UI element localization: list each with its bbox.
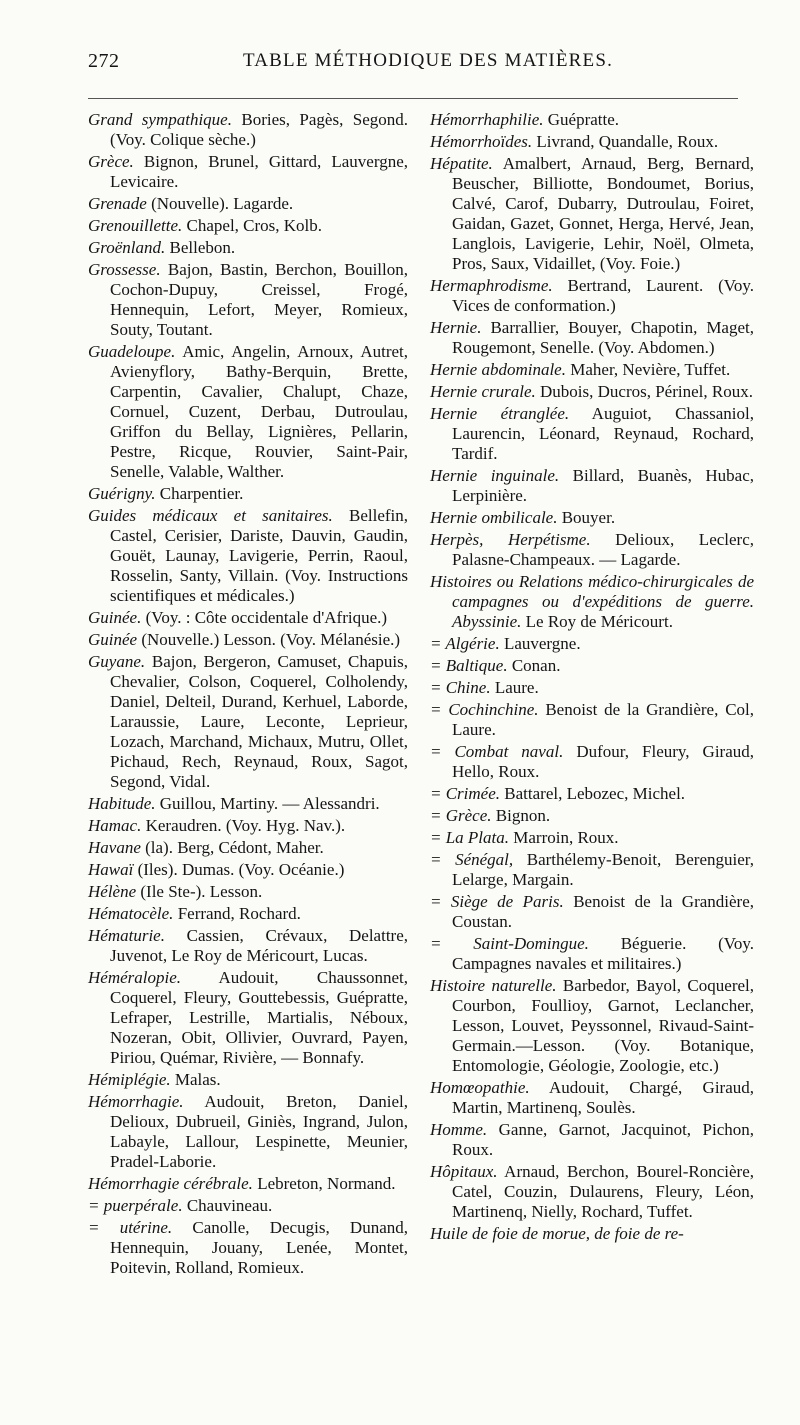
entry-text: Chauvineau. (182, 1196, 273, 1215)
entry-term: = Sénégal, (430, 850, 514, 869)
index-entry (430, 360, 754, 380)
entry-term: = Baltique. (430, 656, 508, 675)
entry-term: Hernie ombilicale. (430, 508, 558, 527)
entry-term: Grenouillette. (88, 216, 183, 235)
entry-text: Amic, Angelin, Arnoux, Autret, Avienyflory, Bathy-Berquin, Brette, Carpentin, Cavalier, Chalupt, Chaze, Cornuel, Cuzent, Derbau, Dutroulau, Griffon du Bellay, Lignières, Pellarin, Pestre, Ricque, Rouvier, Saint-Pair, Senelle, Valable, Walther. (110, 342, 408, 481)
index-entry (430, 806, 754, 826)
entry-text: Marroin, Roux. (509, 828, 619, 847)
index-entry (88, 238, 408, 258)
index-entry (88, 968, 408, 1068)
entry-text: Billard, Buanès, Hubac, Lerpinière. (452, 466, 754, 505)
entry-term: Hernie. (430, 318, 482, 337)
entry-term: Hématocèle. (88, 904, 174, 923)
entry-term: Grand sympathique. (88, 110, 232, 129)
index-entry (88, 838, 408, 858)
header-rule (88, 98, 738, 99)
entry-text: Bellefin, Castel, Cerisier, Dariste, Dauvin, Gaudin, Gouët, Launay, Lavigerie, Perrin, Raoul, Rosselin, Santy, Villain. (Voy. Instructions scientifiques et médicales.) (110, 506, 409, 605)
index-entry (88, 816, 408, 836)
index-entry (430, 850, 754, 890)
entry-term: Grossesse. (88, 260, 161, 279)
entry-text: (Nouvelle). Lagarde. (146, 194, 294, 213)
entry-text: Dufour, Fleury, Giraud, Hello, Roux. (452, 742, 754, 781)
index-entry (430, 276, 754, 316)
entry-text: Chapel, Cros, Kolb. (182, 216, 323, 235)
index-entry (430, 976, 754, 1076)
entry-term: Hémorrhagie. (88, 1092, 184, 1111)
entry-text: Ferrand, Rochard. (173, 904, 301, 923)
entry-text: (la). Berg, Cédont, Maher. (140, 838, 324, 857)
entry-text: Audouit, Chargé, Giraud, Martin, Martinenq, Soulès. (452, 1078, 754, 1117)
index-entry (430, 892, 754, 932)
entry-term: = Combat naval. (430, 742, 564, 761)
index-entry (430, 132, 754, 152)
index-column-left (88, 110, 408, 1280)
entry-term: Havane (88, 838, 141, 857)
entry-text: Barthélemy-Benoit, Berenguier, Lelarge, Margain. (452, 850, 754, 889)
entry-text: Lauvergne. (499, 634, 581, 653)
entry-text: Conan. (507, 656, 561, 675)
index-entry (430, 382, 754, 402)
entry-text: Ganne, Garnot, Jacquinot, Pichon, Roux. (452, 1120, 754, 1159)
entry-text: Delioux, Leclerc, Palasne-Champeaux. — Lagarde. (452, 530, 755, 569)
entry-text: (Ile Ste-). Lesson. (136, 882, 263, 901)
entry-term: = Algérie. (430, 634, 500, 653)
index-entry (430, 784, 754, 804)
entry-text: Le Roy de Méricourt. (521, 612, 673, 631)
entry-term: Groënland. (88, 238, 166, 257)
index-entry (88, 794, 408, 814)
entry-term: = Saint-Domingue. (430, 934, 589, 953)
entry-text: Benoist de la Grandière, Col, Laure. (452, 700, 754, 739)
entry-text: Bouyer. (557, 508, 616, 527)
index-entry (430, 572, 754, 632)
index-entry (88, 342, 408, 482)
entry-term: Guérigny. (88, 484, 156, 503)
entry-term: = La Plata. (430, 828, 510, 847)
entry-term: Hémorrhagie cérébrale. (88, 1174, 253, 1193)
entry-term: Homœopathie. (430, 1078, 530, 1097)
index-entry (430, 508, 754, 528)
entry-text: Bellebon. (165, 238, 236, 257)
index-entry (88, 484, 408, 504)
index-entry (430, 466, 754, 506)
entry-text: (Nouvelle.) Lesson. (Voy. Mélanésie.) (137, 630, 401, 649)
entry-term: Hôpitaux. (430, 1162, 498, 1181)
entry-term: Huile de foie de morue, de foie de re- (430, 1224, 684, 1243)
entry-text: Benoist de la Grandière, Coustan. (452, 892, 755, 931)
entry-text: Auguiot, Chassaniol, Laurencin, Léonard, Reynaud, Rochard, Tardif. (452, 404, 754, 463)
index-entry (430, 742, 754, 782)
entry-term: Hépatite. (430, 154, 493, 173)
entry-term: Héméralopie. (88, 968, 182, 987)
index-entry (430, 700, 754, 740)
entry-term: = puerpérale. (88, 1196, 183, 1215)
entry-term: Hélène (88, 882, 137, 901)
index-entry (88, 860, 408, 880)
index-entry (88, 110, 408, 150)
entry-text: Cassien, Crévaux, Delattre, Juvenot, Le Roy de Méricourt, Lucas. (110, 926, 408, 965)
entry-term: = utérine. (88, 1218, 173, 1237)
entry-text: Barbedor, Bayol, Coquerel, Courbon, Foullioy, Garnot, Leclancher, Lesson, Louvet, Peyssonnel, Rivaud-Saint-Germain.—Lesson. (Voy. Botanique, Entomologie, Géologie, Zoologie, etc.) (452, 976, 755, 1075)
entry-text: (Voy. : Côte occidentale d'Afrique.) (141, 608, 388, 627)
entry-term: Hawaï (88, 860, 134, 879)
index-entry (88, 260, 408, 340)
index-entry (430, 110, 754, 130)
entry-term: Grenade (88, 194, 147, 213)
entry-text: Bories, Pagès, Segond. (Voy. Colique sèche.) (110, 110, 408, 149)
entry-text: Amalbert, Arnaud, Berg, Bernard, Beuscher, Billiotte, Bondoumet, Borius, Calvé, Carof, Dubarry, Dutroulau, Foiret, Gaidan, Gazet, Gonnet, Herga, Hervé, Jean, Langlois, Lavigerie, Lehir, Noël, Olmeta, Pros, Saux, Vidaillet, (Voy. Foie.) (452, 154, 754, 273)
entry-text: Barrallier, Bouyer, Chapotin, Maget, Rougemont, Senelle. (Voy. Abdomen.) (452, 318, 754, 357)
index-entry (88, 630, 408, 650)
index-entry (430, 530, 754, 570)
entry-term: Hémorrhoïdes. (430, 132, 533, 151)
entry-text: Battarel, Lebozec, Michel. (500, 784, 686, 803)
index-entry (88, 652, 408, 792)
index-entry (430, 318, 754, 358)
entry-term: Herpès, Herpétisme. (430, 530, 591, 549)
entry-text: Canolle, Decugis, Dunand, Hennequin, Jouany, Lenée, Montet, Poitevin, Rolland, Romieux. (110, 1218, 409, 1277)
entry-term: Histoire naturelle. (430, 976, 557, 995)
index-entry (430, 154, 754, 274)
index-entry (88, 608, 408, 628)
entry-text: Bajon, Bergeron, Camuset, Chapuis, Chevalier, Colson, Coquerel, Colholendy, Daniel, Delteil, Durand, Kerhuel, Laborde, Laraussie, Laure, Leconte, Leprieur, Lozach, Marchand, Michaux, Mutru, Ollet, Pichaud, Rech, Reynaud, Roux, Sagot, Segond, Vidal. (110, 652, 408, 791)
entry-term: Homme. (430, 1120, 488, 1139)
entry-term: = Grèce. (430, 806, 492, 825)
entry-text: Malas. (170, 1070, 221, 1089)
index-entry (430, 634, 754, 654)
entry-term: = Siège de Paris. (430, 892, 564, 911)
entry-term: Hernie inguinale. (430, 466, 560, 485)
index-entry (88, 904, 408, 924)
entry-term: = Crimée. (430, 784, 501, 803)
entry-text: Audouit, Breton, Daniel, Delioux, Dubrueil, Giniès, Ingrand, Julon, Labayle, Lallour, Lespinette, Meunier, Pradel-Laborie. (110, 1092, 408, 1171)
entry-term: Hernie crurale. (430, 382, 536, 401)
index-entry (88, 1196, 408, 1216)
index-entry (430, 1120, 754, 1160)
entry-term: Guinée. (88, 608, 142, 627)
entry-text: Charpentier. (155, 484, 244, 503)
index-entry (88, 152, 408, 192)
entry-term: Guyane. (88, 652, 146, 671)
entry-term: = Cochinchine. (430, 700, 539, 719)
entry-text: Dubois, Ducros, Périnel, Roux. (535, 382, 753, 401)
entry-term: Guinée (88, 630, 138, 649)
entry-text: Audouit, Chaussonnet, Coquerel, Fleury, Gouttebessis, Guépratte, Lefraper, Lestrille, Martialis, Néboux, Nozeran, Obit, Ollivier, Ouvrard, Payen, Piriou, Quémar, Rivière, — Bonnafy. (110, 968, 408, 1067)
entry-text: Laure. (490, 678, 539, 697)
index-entry (430, 1224, 754, 1244)
entry-term: Hémiplégie. (88, 1070, 171, 1089)
index-entry (88, 216, 408, 236)
page-header (88, 50, 738, 84)
index-entry (430, 1162, 754, 1222)
index-entry (430, 1078, 754, 1118)
entry-text: Bertrand, Laurent. (Voy. Vices de conformation.) (452, 276, 754, 315)
entry-term: Hémorrhaphilie. (430, 110, 544, 129)
entry-term: Habitude. (88, 794, 156, 813)
entry-text: Guillou, Martiny. — Alessandri. (155, 794, 380, 813)
index-entry (430, 934, 754, 974)
entry-term: = Chine. (430, 678, 491, 697)
entry-text: Lebreton, Normand. (252, 1174, 396, 1193)
entry-term: Grèce. (88, 152, 134, 171)
entry-text: Bajon, Bastin, Berchon, Bouillon, Cochon-Dupuy, Creissel, Frogé, Hennequin, Lefort, Meyer, Romieux, Souty, Toutant. (110, 260, 408, 339)
entry-text: Béguerie. (Voy. Campagnes navales et militaires.) (452, 934, 754, 973)
index-entry (430, 678, 754, 698)
page-number: 272 (88, 50, 120, 72)
entry-text: Guépratte. (543, 110, 620, 129)
entry-text: Keraudren. (Voy. Hyg. Nav.). (141, 816, 346, 835)
entry-term: Hématurie. (88, 926, 165, 945)
entry-text: (Iles). Dumas. (Voy. Océanie.) (133, 860, 345, 879)
entry-term: Histoires ou Relations médico-chirurgicales de campagnes ou d'expéditions de guerre. Abyssinie. (430, 572, 754, 631)
entry-term: Hernie abdominale. (430, 360, 566, 379)
index-entry (88, 1174, 408, 1194)
entry-term: Hamac. (88, 816, 142, 835)
index-column-right (430, 110, 754, 1246)
index-entry (88, 926, 408, 966)
entry-text: Bignon, Brunel, Gittard, Lauvergne, Levicaire. (110, 152, 408, 191)
index-entry (430, 404, 754, 464)
index-entry (88, 1218, 408, 1278)
index-entry (88, 194, 408, 214)
index-entry (88, 1070, 408, 1090)
entry-term: Hernie étranglée. (430, 404, 570, 423)
entry-term: Hermaphrodisme. (430, 276, 553, 295)
running-title: TABLE MÉTHODIQUE DES MATIÈRES. (242, 50, 614, 71)
index-entry (88, 1092, 408, 1172)
entry-text: Arnaud, Berchon, Bourel-Roncière, Catel, Couzin, Dulaurens, Fleury, Léon, Martinenq, Nielly, Rochard, Tuffet. (452, 1162, 754, 1221)
entry-text: Livrand, Quandalle, Roux. (532, 132, 719, 151)
index-entry (430, 828, 754, 848)
entry-text: Bignon. (491, 806, 551, 825)
index-entry (430, 656, 754, 676)
entry-term: Guides médicaux et sanitaires. (88, 506, 333, 525)
entry-text: Maher, Nevière, Tuffet. (565, 360, 731, 379)
index-entry (88, 882, 408, 902)
index-entry (88, 506, 408, 606)
entry-term: Guadeloupe. (88, 342, 176, 361)
